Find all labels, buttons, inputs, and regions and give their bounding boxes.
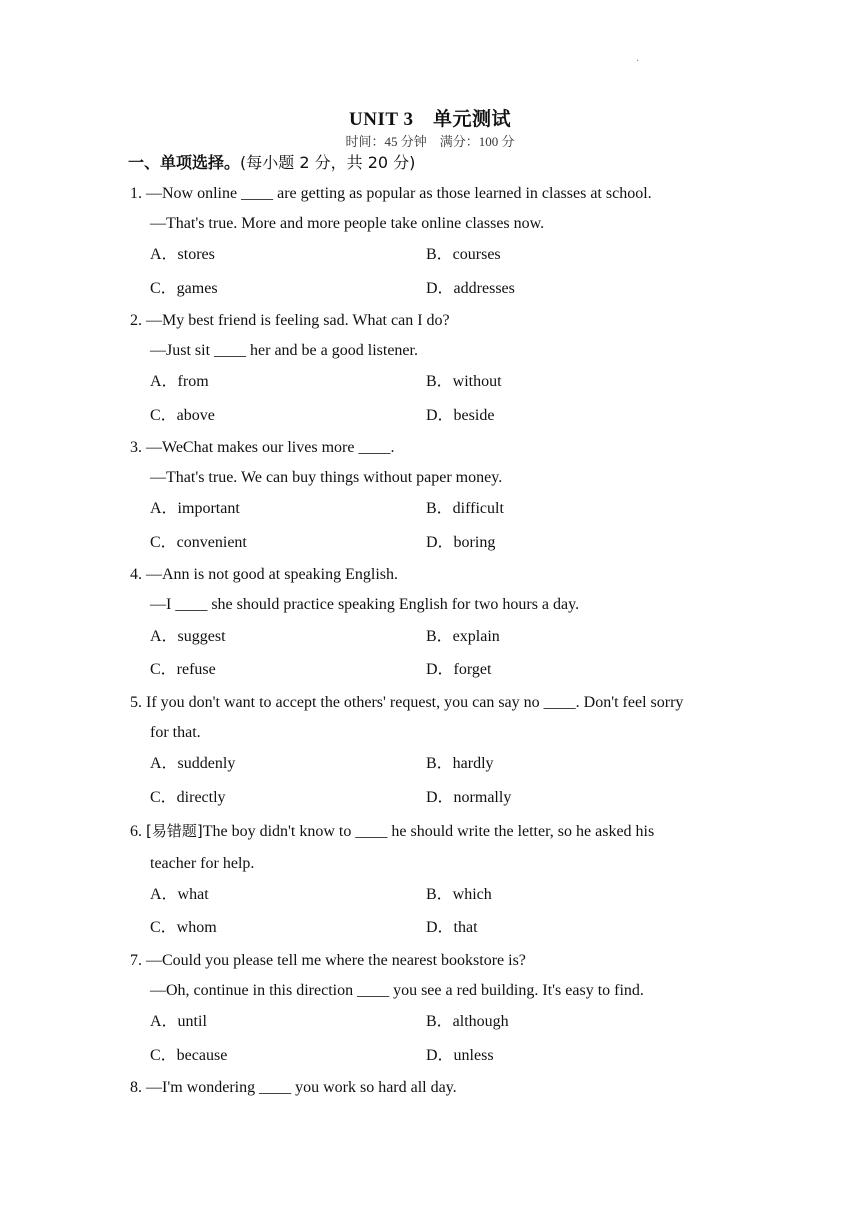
question-3-option-c: C．convenient (150, 534, 247, 551)
question-3-option-b: B．difficult (426, 500, 504, 517)
question-4-stem: 4. —Ann is not good at speaking English. (130, 566, 398, 583)
question-6-number: 6. (130, 823, 146, 840)
question-2-option-b: B．without (426, 373, 502, 390)
question-3-option-a: A．important (150, 500, 240, 517)
question-1-option-a: A．stores (150, 246, 215, 263)
question-7-reply: —Oh, continue in this direction ____ you see a red building. It's easy to find. (150, 982, 644, 999)
question-6-option-a: A．what (150, 886, 209, 903)
question-8-stem: 8. —I'm wondering ____ you work so hard all day. (130, 1079, 457, 1096)
question-4-option-b: B．explain (426, 628, 500, 645)
question-5-stem-continued: for that. (150, 724, 201, 741)
question-4-option-a: A．suggest (150, 628, 226, 645)
section-heading (128, 150, 415, 173)
question-3-option-d: D．boring (426, 534, 496, 551)
exam-info: 时间：45 分钟 满分：100 分 (345, 134, 515, 149)
question-5-option-a: A．suddenly (150, 755, 236, 772)
question-2-option-d: D．beside (426, 407, 495, 424)
question-2-option-c: C．above (150, 407, 215, 424)
question-1-reply: —That's true. More and more people take online classes now. (150, 215, 545, 232)
question-5-stem: 5. If you don't want to accept the others' request, you can say no ____. Don't feel sorry (130, 694, 684, 711)
question-4-option-d: D．forget (426, 661, 492, 678)
question-6-option-b: B．which (426, 886, 492, 903)
question-1-option-c: C．games (150, 280, 218, 297)
question-6-text: The boy didn't know to ____ he should write the letter, so he asked his (202, 823, 655, 840)
question-7-option-c: C．because (150, 1047, 228, 1064)
question-5-option-b: B．hardly (426, 755, 494, 772)
question-1-option-b: B．courses (426, 246, 501, 263)
section-note: (每小题 2 分，共 20 分) (240, 153, 416, 172)
page-title: UNIT 3 单元测试 (349, 109, 511, 130)
section-title: 一、单项选择。 (128, 153, 241, 172)
question-7-stem: 7. —Could you please tell me where the nearest bookstore is? (130, 952, 526, 969)
question-1-stem: 1. —Now online ____ are getting as popular as those learned in classes at school. (130, 185, 652, 202)
question-6-stem (130, 821, 654, 842)
question-6-option-c: C．whom (150, 919, 217, 936)
question-7-option-a: A．until (150, 1013, 207, 1030)
question-3-stem: 3. —WeChat makes our lives more ____. (130, 439, 395, 456)
question-3-reply: —That's true. We can buy things without paper money. (150, 469, 503, 486)
question-6-stem-continued: teacher for help. (150, 855, 255, 872)
question-4-option-c: C．refuse (150, 661, 216, 678)
question-2-stem: 2. —My best friend is feeling sad. What can I do? (130, 312, 450, 329)
page-dot: · (636, 56, 640, 67)
question-4-reply: —I ____ she should practice speaking English for two hours a day. (150, 596, 580, 613)
question-7-option-d: D．unless (426, 1047, 494, 1064)
question-6-option-d: D．that (426, 919, 478, 936)
error-prone-tag: [易错题] (146, 822, 203, 840)
question-5-option-d: D．normally (426, 789, 512, 806)
question-2-option-a: A．from (150, 373, 209, 390)
question-7-option-b: B．although (426, 1013, 509, 1030)
question-1-option-d: D．addresses (426, 280, 515, 297)
question-5-option-c: C．directly (150, 789, 226, 806)
question-2-reply: —Just sit ____ her and be a good listener. (150, 342, 418, 359)
